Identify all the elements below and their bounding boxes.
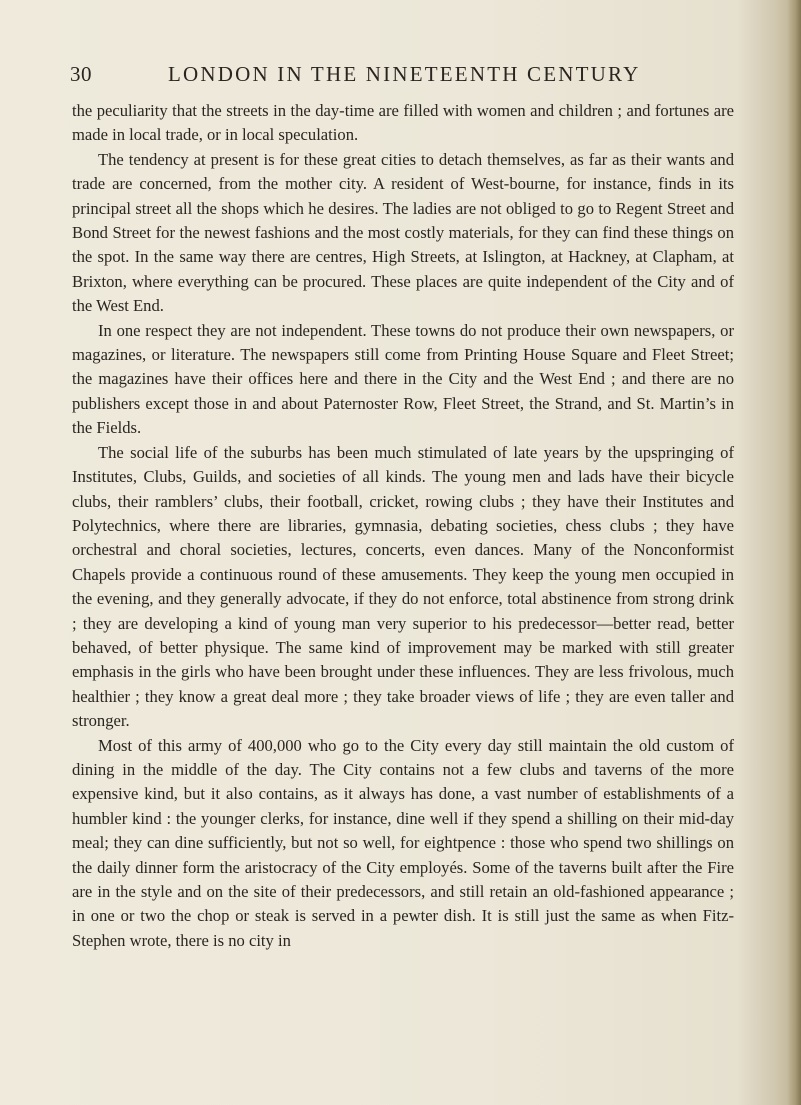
paragraph: The social life of the suburbs has been much stimulated of late years by the upspringing of Institutes, Clubs, Guilds, and societies of all kinds. The young men and lads have their bicycle clubs, their ramblers’ clubs, their football, cricket, rowing clubs ; they have their Institutes and Polytechnics, where there are libraries, gymnasia, debating societies, chess clubs ; they have orchestral and choral societies, lectures, concerts, even dances. Many of the Nonconformist Chapels provide a continuous round of these amusements. They keep the young men occupied in the evening, and they generally advocate, if they do not enforce, total abstinence from strong drink ; they are developing a kind of young man very superior to his predecessor—better read, better behaved, of better physique. The same kind of improvement may be marked with still greater emphasis in the girls who have been brought under these influences. They are less frivolous, much healthier ; they know a great deal more ; they take broader views of life ; they are even taller and stronger. [72, 442, 734, 731]
paragraph: The tendency at present is for these great cities to detach themselves, as far as their wants and trade are concerned, from the mother city. A resident of West-bourne, for instance, finds in its principal street all the shops which he desires. The ladies are not obliged to go to Regent Street and Bond Street for the newest fashions and the most costly materials, for they can find these things on the spot. In the same way there are centres, High Streets, at Islington, at Hackney, at Clapham, at Brixton, where everything can be procured. These places are quite independent of the City and of the West End. [72, 149, 734, 316]
page-edge-shadow [787, 0, 801, 1105]
paragraph-continuation: the peculiarity that the streets in the day-time are filled with women and children ; and fortunes are made in local trade, or in local speculation. [72, 101, 734, 145]
page-number: 30 [70, 62, 92, 86]
paragraph: In one respect they are not independent. These towns do not produce their own newspapers, or magazines, or literature. The newspapers still come from Printing House Square and Fleet Street; the magazines have their offices here and there in the City and the West End ; and there are no publishers except those in and about Paternoster Row, Fleet Street, the Strand, and St. Martin’s in the Fields. [72, 320, 734, 438]
running-title: LONDON IN THE NINETEENTH CENTURY [168, 62, 641, 86]
running-head [0, 62, 801, 92]
paragraph: Most of this army of 400,000 who go to the City every day still maintain the old custom of dining in the middle of the day. The City contains not a few clubs and taverns of the more expensive kind, but it also contains, as it always has done, a vast number of establishments of a humbler kind : the younger clerks, for instance, dine well if they spend a shilling on their mid-day meal; they can dine sufficiently, but not so well, for eightpence : those who spend two shillings on the daily dinner form the aristocracy of the City employés. Some of the taverns built after the Fire are in the style and on the site of their predecessors, and still retain an old-fashioned appearance ; in one or two the chop or steak is served in a pewter dish. It is still just the same as when Fitz-Stephen wrote, there is no city in [72, 735, 734, 950]
body-text [72, 99, 734, 953]
